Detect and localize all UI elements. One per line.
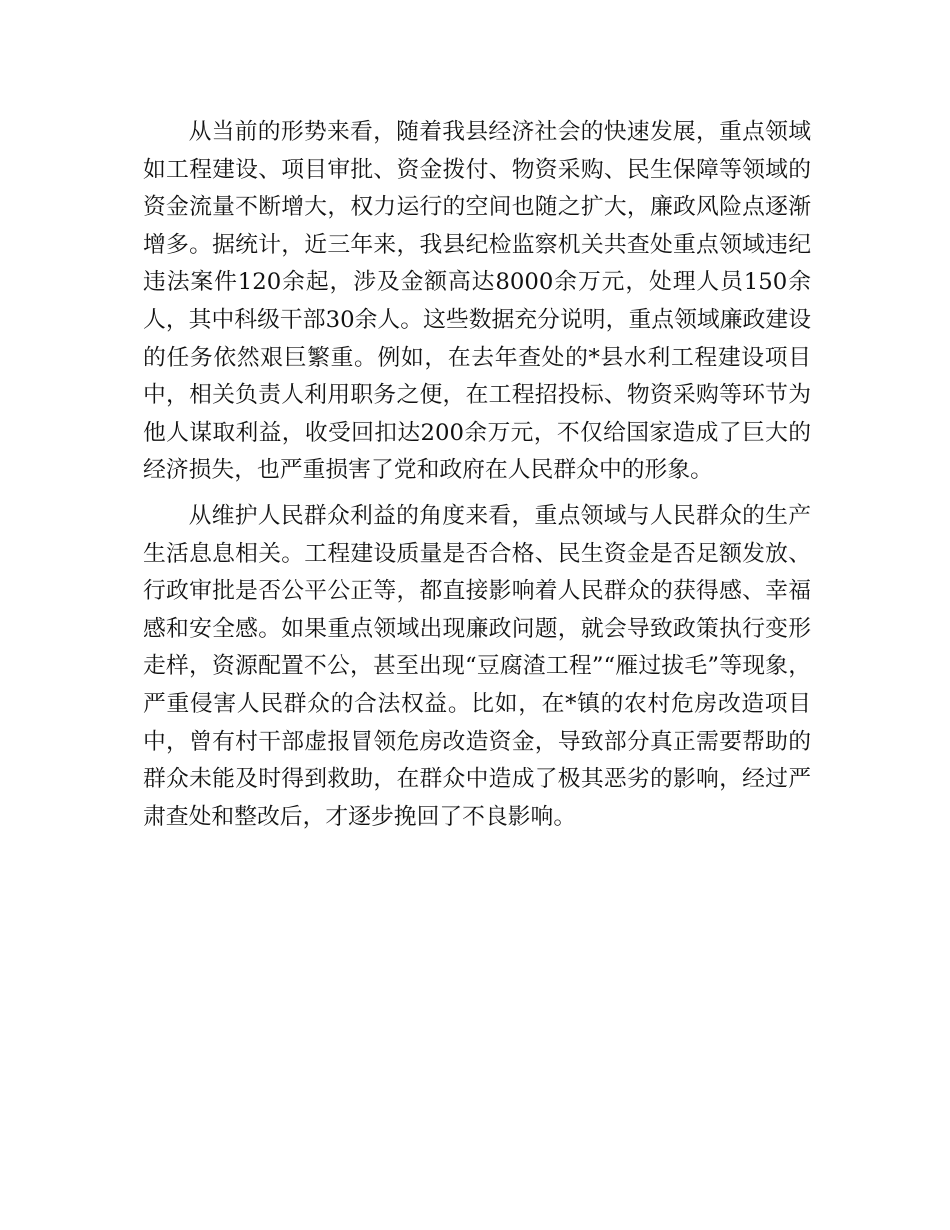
- paragraph-situation: 从当前的形势来看，随着我县经济社会的快速发展，重点领域如工程建设、项目审批、资金拨付、物资采购、民生保障等领域的资金流量不断增大，权力运行的空间也随之扩大，廉政风险点逐渐增多。据统计，近三年来，我县纪检监察机关共查处重点领域违纪违法案件120余起，涉及金额高达8000余万元，处理人员150余人，其中科级干部30余人。这些数据充分说明，重点领域廉政建设的任务依然艰巨繁重。例如，在去年查处的*县水利工程建设项目中，相关负责人利用职务之便，在工程招投标、物资采购等环节为他人谋取利益，收受回扣达200余万元，不仅给国家造成了巨大的经济损失，也严重损害了党和政府在人民群众中的形象。: [143, 119, 811, 484]
- document-body: [143, 114, 811, 836]
- paragraph-public-interest: 从维护人民群众利益的角度来看，重点领域与人民群众的生产生活息息相关。工程建设质量是否合格、民生资金是否足额发放、行政审批是否公平公正等，都直接影响着人民群众的获得感、幸福感和安全感。如果重点领域出现廉政问题，就会导致政策执行变形走样，资源配置不公，甚至出现“豆腐渣工程”“雁过拔毛”等现象，严重侵害人民群众的合法权益。比如，在*镇的农村危房改造项目中，曾有村干部虚报冒领危房改造资金，导致部分真正需要帮助的群众未能及时得到救助，在群众中造成了极其恶劣的影响，经过严肃查处和整改后，才逐步挽回了不良影响。: [143, 502, 811, 830]
